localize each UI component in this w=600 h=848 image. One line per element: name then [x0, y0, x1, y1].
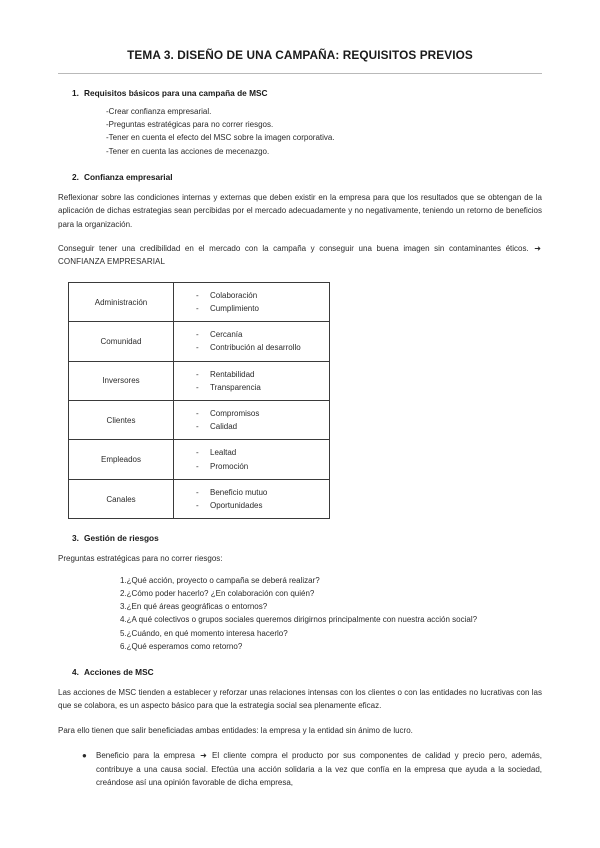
- table-value-list: [174, 289, 329, 315]
- table-value-list: [174, 446, 329, 472]
- dash-marker: -: [196, 304, 199, 314]
- list-item: [58, 131, 542, 144]
- stakeholder-table-wrapper: [58, 282, 542, 519]
- table-cell-values: [174, 479, 330, 518]
- list-item: [174, 328, 329, 341]
- table-cell-values: [174, 440, 330, 479]
- table-value-list: [174, 368, 329, 394]
- list-item: [174, 302, 329, 315]
- riesgos-question-list: [58, 574, 542, 653]
- table-cell-values: [174, 322, 330, 361]
- list-item: [58, 627, 542, 640]
- right-arrow-icon: ➜: [534, 244, 541, 254]
- table-row: [69, 440, 330, 479]
- dash-marker: -: [106, 107, 109, 116]
- section-number: 3.: [72, 533, 79, 544]
- list-item-label: ¿Cuándo, en qué momento interesa hacerlo?: [126, 628, 288, 638]
- list-item: [58, 105, 542, 118]
- table-row: [69, 401, 330, 440]
- dash-marker: -: [196, 330, 199, 340]
- dash-marker: -: [196, 422, 199, 432]
- section-heading-1: [58, 88, 542, 98]
- list-item-label: ¿A qué colectivos o grupos sociales queremos dirigirnos principalmente con nuestra acción social?: [126, 615, 478, 625]
- section-number: 2.: [72, 171, 79, 182]
- section-heading-2: [58, 172, 542, 182]
- list-item-label: Beneficio mutuo: [210, 487, 268, 497]
- list-item: [58, 587, 542, 600]
- list-item: [58, 613, 542, 626]
- table-row: [69, 282, 330, 321]
- list-item-label: Tener en cuenta el efecto del MSC sobre la imagen corporativa.: [108, 133, 335, 143]
- list-item-number: 5.: [120, 628, 127, 638]
- list-item: [58, 600, 542, 613]
- list-item: [174, 341, 329, 354]
- list-item-number: 4.: [120, 615, 127, 625]
- section-heading-3: [58, 533, 542, 543]
- list-item: [174, 420, 329, 433]
- paragraph-text-before-arrow: Conseguir tener una credibilidad en el mercado con la campaña y conseguir una buena imagen sin contaminantes éticos.: [58, 244, 529, 254]
- list-item: [174, 381, 329, 394]
- acciones-bullet-list: [58, 749, 542, 789]
- confianza-paragraph-1: Reflexionar sobre las condiciones internas y externas que deben existir en la empresa para que los resultados que se obtengan de la aplicación de dichas estrategias sean percibidas por el mercado adecuadamente y no negativamente, teniendo un retorno de beneficios para la organización.: [58, 192, 542, 229]
- list-item-label: Contribución al desarrollo: [210, 343, 301, 353]
- stakeholder-table: [68, 282, 330, 519]
- list-item-label: Crear confianza empresarial.: [108, 107, 212, 116]
- list-item-label: Tener en cuenta las acciones de mecenazgo.: [108, 146, 270, 156]
- list-item-number: 2.: [120, 588, 127, 598]
- list-item: [58, 145, 542, 158]
- table-row: [69, 361, 330, 400]
- list-item: [174, 446, 329, 459]
- list-item: [174, 499, 329, 512]
- table-cell-key: Comunidad: [69, 322, 174, 361]
- list-item: [174, 407, 329, 420]
- dash-marker: -: [196, 369, 199, 379]
- title-divider: [58, 73, 542, 74]
- list-item: [174, 486, 329, 499]
- section-number: 4.: [72, 666, 79, 677]
- list-item-label: Preguntas estratégicas para no correr riesgos.: [108, 120, 274, 130]
- table-row: [69, 322, 330, 361]
- list-item: [174, 368, 329, 381]
- list-item-number: 6.: [120, 641, 127, 651]
- list-item-label: Colaboración: [210, 290, 258, 300]
- list-item-number: 3.: [120, 602, 127, 612]
- list-item: [58, 574, 542, 587]
- requisitos-dash-list: [58, 105, 542, 158]
- list-item: [174, 460, 329, 473]
- list-item-label: ¿Qué acción, proyecto o campaña se deberá realizar?: [126, 575, 320, 585]
- dash-marker: -: [196, 501, 199, 511]
- dash-marker: -: [196, 343, 199, 353]
- section-heading-4: [58, 667, 542, 677]
- acciones-paragraph-1: Las acciones de MSC tienden a establecer y reforzar unas relaciones intensas con los clientes o con las entidades no lucrativas con las que se colabora, es un aspecto básico para que la estrategia social sea plenamente eficaz.: [58, 687, 542, 711]
- confianza-paragraph-2: [58, 242, 542, 269]
- dash-marker: -: [106, 133, 109, 143]
- list-item-label: Compromisos: [210, 409, 260, 419]
- right-arrow-icon: ➜: [200, 751, 207, 761]
- section-label: Acciones de MSC: [84, 666, 154, 677]
- bullet-body-text: El cliente compra el producto por sus componentes de calidad y precio pero, además, contribuye a una causa social. Efectúa una acción solidaria a la vez que confía en la empresa que ayuda a la sociedad, creándose así una opinión favorable de dicha empresa,: [96, 751, 543, 787]
- list-item-label: ¿En qué áreas geográficas o entornos?: [126, 602, 268, 612]
- table-cell-key: Empleados: [69, 440, 174, 479]
- page-title: TEMA 3. DISEÑO DE UNA CAMPAÑA: REQUISITOS PREVIOS: [127, 48, 473, 62]
- list-item-label: Promoción: [210, 461, 249, 471]
- table-row: [69, 479, 330, 518]
- table-cell-key: Canales: [69, 479, 174, 518]
- dash-marker: -: [196, 382, 199, 392]
- bullet-lead-text: Beneficio para la empresa: [96, 751, 195, 761]
- list-item-label: Lealtad: [210, 448, 237, 458]
- list-item-number: 1.: [120, 575, 127, 585]
- dash-marker: -: [196, 448, 199, 458]
- list-item-label: Cercanía: [210, 330, 243, 340]
- table-value-list: [174, 407, 329, 433]
- table-cell-key: Inversores: [69, 361, 174, 400]
- table-cell-values: [174, 282, 330, 321]
- list-item: [58, 749, 542, 789]
- list-item-label: ¿Cómo poder hacerlo? ¿En colaboración con quién?: [126, 588, 315, 598]
- list-item-label: Rentabilidad: [210, 369, 255, 379]
- list-item-label: Transparencia: [210, 382, 261, 392]
- list-item: [58, 640, 542, 653]
- dash-marker: -: [106, 146, 109, 156]
- list-item-label: ¿Qué esperamos como retorno?: [126, 641, 243, 651]
- acciones-paragraph-2: Para ello tienen que salir beneficiadas ambas entidades: la empresa y la entidad sin ánimo de lucro.: [58, 725, 413, 735]
- bullet-marker-icon: ●: [82, 751, 87, 761]
- paragraph-text-after-arrow: CONFIANZA EMPRESARIAL: [58, 257, 166, 267]
- list-item-label: Cumplimiento: [210, 304, 259, 314]
- table-cell-values: [174, 401, 330, 440]
- section-number: 1.: [72, 88, 79, 98]
- dash-marker: -: [196, 290, 199, 300]
- list-item: [58, 118, 542, 131]
- list-item-label: Oportunidades: [210, 501, 263, 511]
- dash-marker: -: [196, 409, 199, 419]
- dash-marker: -: [196, 461, 199, 471]
- section-label: Requisitos básicos para una campaña de MSC: [84, 88, 268, 98]
- table-value-list: [174, 328, 329, 354]
- list-item-label: Calidad: [210, 422, 238, 432]
- table-cell-key: Clientes: [69, 401, 174, 440]
- table-cell-values: [174, 361, 330, 400]
- list-item-label: [96, 749, 542, 789]
- list-item: [174, 289, 329, 302]
- table-cell-key: Administración: [69, 282, 174, 321]
- section-label: Gestión de riesgos: [84, 533, 159, 544]
- section-label: Confianza empresarial: [84, 171, 173, 182]
- table-value-list: [174, 486, 329, 512]
- dash-marker: -: [106, 120, 109, 130]
- dash-marker: -: [196, 487, 199, 497]
- riesgos-intro: Preguntas estratégicas para no correr riesgos:: [58, 554, 223, 564]
